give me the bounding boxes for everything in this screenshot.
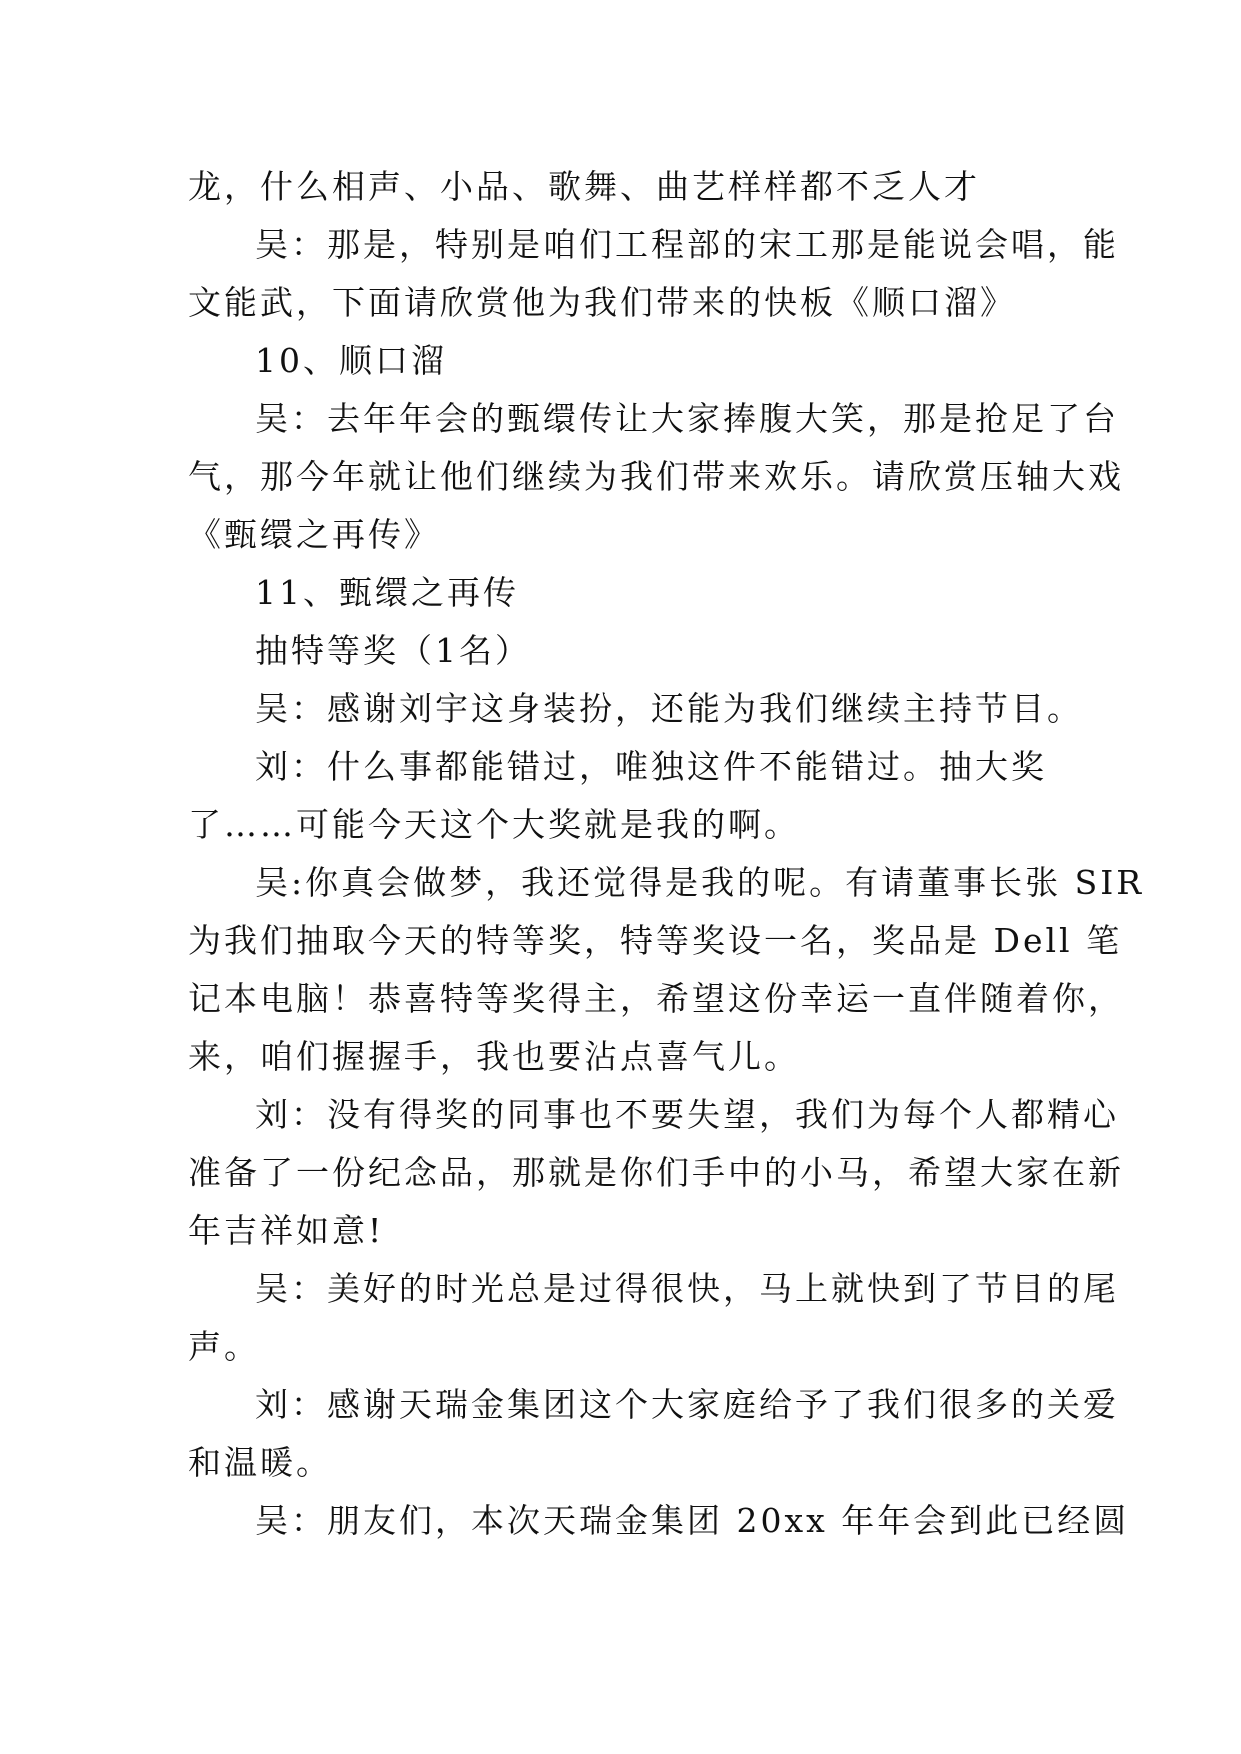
text-line: 吴：美好的时光总是过得很快，马上就快到了节目的尾: [255, 1269, 1119, 1308]
text-line: 为我们抽取今天的特等奖，特等奖设一名，奖品是 Dell 笔: [188, 921, 1123, 960]
text-line: 抽特等奖（1名）: [255, 631, 531, 670]
section-heading: 10、顺口溜: [255, 341, 447, 380]
text-line: 年吉祥如意!: [188, 1211, 385, 1250]
text-line: 准备了一份纪念品，那就是你们手中的小马，希望大家在新: [188, 1153, 1124, 1192]
section-heading: 11、甄缳之再传: [255, 573, 519, 612]
text-line: 文能武，下面请欣赏他为我们带来的快板《顺口溜》: [188, 283, 1016, 322]
text-line: 来，咱们握握手，我也要沾点喜气儿。: [188, 1037, 800, 1076]
text-line: 刘：没有得奖的同事也不要失望，我们为每个人都精心: [255, 1095, 1119, 1134]
text-line: 吴：朋友们，本次天瑞金集团 20xx 年年会到此已经圆: [255, 1501, 1130, 1540]
text-line: 声。: [188, 1327, 260, 1366]
text-line: 吴：那是，特别是咱们工程部的宋工那是能说会唱，能: [255, 225, 1119, 264]
text-line: 吴：感谢刘宇这身装扮，还能为我们继续主持节目。: [255, 689, 1083, 728]
text-line: 刘：感谢天瑞金集团这个大家庭给予了我们很多的关爱: [255, 1385, 1119, 1424]
text-line: 吴:你真会做梦，我还觉得是我的呢。有请董事长张 SIR: [255, 863, 1145, 902]
text-line: 《甄缳之再传》: [188, 515, 440, 554]
text-line: 气，那今年就让他们继续为我们带来欢乐。请欣赏压轴大戏: [188, 457, 1124, 496]
text-line: 吴：去年年会的甄缳传让大家捧腹大笑，那是抢足了台: [255, 399, 1119, 438]
text-line: 记本电脑！恭喜特等奖得主，希望这份幸运一直伴随着你，: [188, 979, 1124, 1018]
text-line: 了……可能今天这个大奖就是我的啊。: [188, 805, 800, 844]
text-line: 刘：什么事都能错过，唯独这件不能错过。抽大奖: [255, 747, 1047, 786]
text-line: 龙，什么相声、小品、歌舞、曲艺样样都不乏人才: [188, 167, 980, 206]
document-body: [188, 158, 1145, 1550]
text-line: 和温暖。: [188, 1443, 332, 1482]
